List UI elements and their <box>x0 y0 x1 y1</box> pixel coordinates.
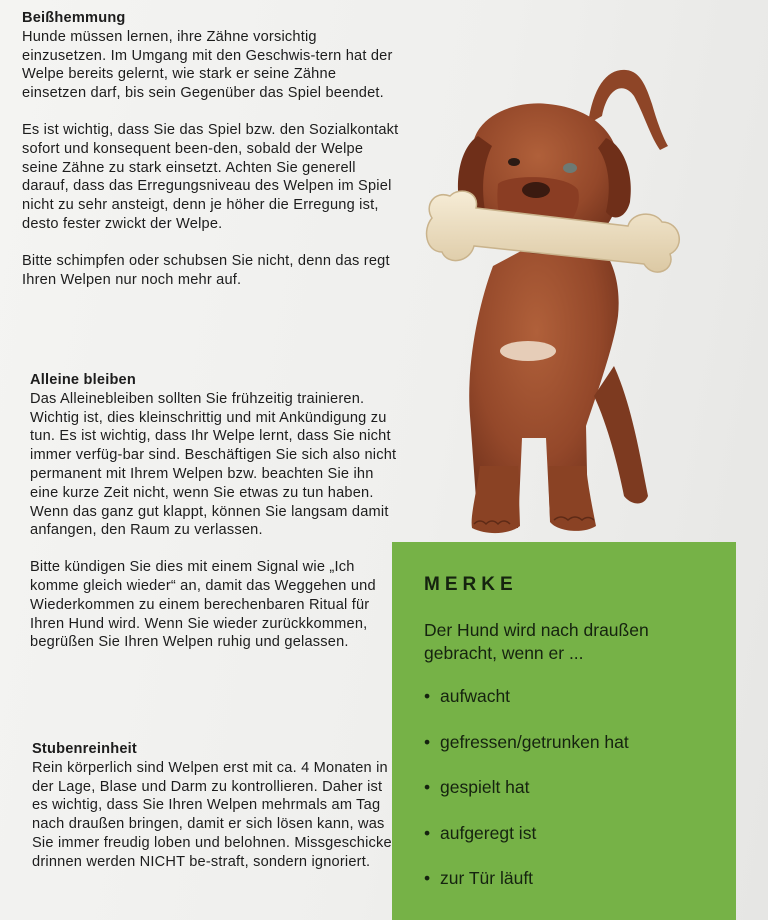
bullet-icon: • <box>424 868 431 888</box>
list-item-label: gefressen/getrunken hat <box>440 731 629 752</box>
merke-intro: Der Hund wird nach draußen gebracht, wenn er ... <box>424 620 649 663</box>
list-item <box>424 731 629 777</box>
section-beisshemmung <box>22 9 402 289</box>
list-item-label: aufgeregt ist <box>440 822 537 843</box>
paragraph: Es ist wichtig, dass Sie das Spiel bzw. den Sozialkontakt sofort und konsequent been-den, sobald der Welpe seine Zähne zu stark einsetzt. Achten Sie generell darauf, dass das Erregungsniveau des Welpen im Spiel nicht zu sehr ansteigt, denn je höher die Erregung ist, desto fester zwickt der Welpe. <box>22 121 399 232</box>
merke-box <box>392 542 736 920</box>
merke-list <box>424 685 629 913</box>
paragraph: Hunde müssen lernen, ihre Zähne vorsichtig einzusetzen. Im Umgang mit den Geschwis-tern hat der Welpe bereits gelernt, wie stark er seine Zähne einsetzen darf, bis sein Gegenüber das Spiel beendet. <box>22 28 393 102</box>
list-item <box>424 867 629 913</box>
section-heading: Alleine bleiben <box>30 372 136 388</box>
paragraph: Bitte kündigen Sie dies mit einem Signal wie „Ich komme gleich wieder“ an, damit das Weggehen und Wiederkommen zu einem berechenbaren Ritual für Ihren Hund wird. Wenn Sie wieder zurückkommen, begrüßen Sie Ihren Welpen ruhig und gelassen. <box>30 559 376 651</box>
list-item-label: zur Tür läuft <box>440 868 534 888</box>
paragraph: Rein körperlich sind Welpen erst mit ca. 4 Monaten in der Lage, Blase und Darm zu kontrollieren. Daher ist es wichtig, dass Sie Ihren Welpen mehrmals am Tag nach draußen bringen, damit er sich lösen kann, was Sie immer freudig loben und belohnen. Missgeschicke drinnen werden NICHT be-straft, sondern ignoriert. <box>32 759 392 870</box>
list-item-label: aufwacht <box>440 686 511 706</box>
list-item <box>424 822 629 868</box>
section-alleine-bleiben <box>30 371 402 652</box>
paragraph: Das Alleinebleiben sollten Sie frühzeitig trainieren. Wichtig ist, dies kleinschrittig und mit Ankündigung zu tun. Es ist wichtig, dass Ihr Welpe lernt, dass Sie nicht immer verfüg-bar sind. Beschäftigen Sie sich also nicht permanent mit Ihrem Welpen bzw. beachten Sie ihn eine kurze Zeit nicht, wenn Sie etwas zu tun haben. Wenn das ganz gut klappt, können Sie langsam damit anfangen, den Raum zu verlassen. <box>30 390 397 539</box>
bullet-icon: • <box>424 777 431 797</box>
paragraph: Bitte schimpfen oder schubsen Sie nicht, denn das regt Ihren Welpen nur noch mehr auf. <box>22 252 390 288</box>
bullet-icon: • <box>424 822 431 843</box>
list-item-label: gespielt hat <box>440 777 530 797</box>
section-stubenreinheit <box>32 740 392 872</box>
list-item <box>424 776 629 822</box>
merke-title: MERKE <box>424 574 518 595</box>
puppy-image <box>418 66 693 544</box>
bullet-icon: • <box>424 686 431 706</box>
bullet-icon: • <box>424 731 431 752</box>
section-heading: Beißhemmung <box>22 10 126 26</box>
list-item <box>424 685 629 731</box>
section-heading: Stubenreinheit <box>32 741 137 757</box>
